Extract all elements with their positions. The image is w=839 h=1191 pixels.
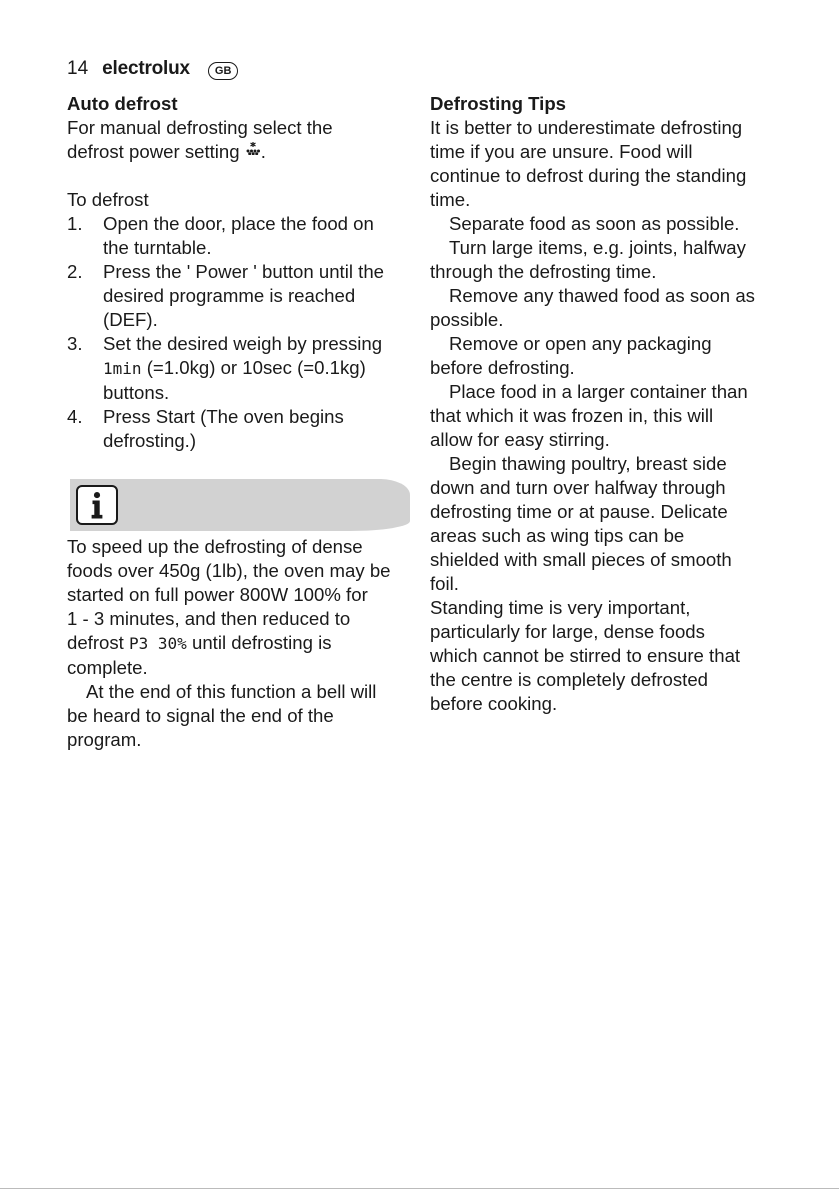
- tip-paragraph-line: down and turn over halfway through: [430, 477, 726, 498]
- step-number: 4.: [67, 406, 83, 427]
- tip-defrost-suffix: until defrosting is: [186, 632, 332, 653]
- country-badge: GB: [208, 62, 239, 80]
- right-column: [430, 92, 775, 716]
- tip-paragraph: [430, 380, 775, 452]
- intro-line-2: [67, 140, 412, 164]
- tip-paragraph: [430, 332, 775, 380]
- step-line: Press Start (The oven begins: [103, 406, 344, 427]
- bell-line: be heard to signal the end of the: [67, 705, 334, 726]
- tip-defrost-prefix: defrost: [67, 632, 130, 653]
- tip-paragraph-line: areas such as wing tips can be: [430, 525, 685, 546]
- tip-paragraph-line: Standing time is very important,: [430, 597, 691, 618]
- to-defrost-label: To defrost: [67, 189, 149, 210]
- tip-paragraph: [430, 212, 775, 236]
- tip-line: complete.: [67, 657, 148, 678]
- tip-paragraph-line: particularly for large, dense foods: [430, 621, 705, 642]
- tips-paragraphs: [430, 116, 775, 716]
- tip-paragraph-line: through the defrosting time.: [430, 261, 657, 282]
- tip-paragraph-line: Separate food as soon as possible.: [449, 213, 740, 234]
- tip-paragraph-line: which cannot be stirred to ensure that: [430, 645, 741, 666]
- tip-paragraph-line: shielded with small pieces of smooth: [430, 549, 732, 570]
- tip-paragraph-line: before cooking.: [430, 693, 558, 714]
- auto-defrost-heading: Auto defrost: [67, 93, 178, 114]
- tip-paragraph: [430, 284, 775, 332]
- step-number: 1.: [67, 213, 83, 234]
- page-number: 14: [67, 58, 89, 79]
- tip-paragraph-line: before defrosting.: [430, 357, 575, 378]
- min-button-label: 1min: [103, 359, 142, 378]
- step-line: buttons.: [103, 382, 170, 403]
- tip-paragraph-line: that which it was frozen in, this will: [430, 405, 714, 426]
- tip-paragraph: [430, 236, 775, 284]
- step-text: [103, 332, 412, 405]
- left-column: [67, 92, 412, 752]
- tip-paragraph-line: Remove any thawed food as soon as: [449, 285, 755, 306]
- tip-paragraph-line: possible.: [430, 309, 504, 330]
- tip-paragraph-line: Begin thawing poultry, breast side: [449, 453, 727, 474]
- step-text: [103, 212, 412, 260]
- display-code: P3 30%: [129, 634, 187, 653]
- step-line: Press the ' Power ' button until the: [103, 261, 384, 282]
- step-line: the turntable.: [103, 237, 212, 258]
- step-line-rest: (=1.0kg) or 10sec (=0.1kg): [141, 357, 366, 378]
- step-line: desired programme is reached: [103, 285, 356, 306]
- step-text: [103, 260, 412, 332]
- step-3: [67, 332, 412, 405]
- tip-paragraph-line: Place food in a larger container than: [449, 381, 748, 402]
- bell-line: program.: [67, 729, 142, 750]
- tip-line: started on full power 800W 100% for: [67, 584, 368, 605]
- tip-line: 1 - 3 minutes, and then reduced to: [67, 608, 351, 629]
- tip-paragraph-line: allow for easy stirring.: [430, 429, 610, 450]
- page-bottom-rule: [0, 1188, 839, 1189]
- step-line: (DEF).: [103, 309, 158, 330]
- bell-line: At the end of this function a bell will: [86, 681, 377, 702]
- tip-paragraph-line: the centre is completely defrosted: [430, 669, 709, 690]
- intro-line-1: For manual defrosting select the: [67, 117, 333, 138]
- step-2: [67, 260, 412, 332]
- step-line: [103, 356, 412, 381]
- tip-paragraph-line: time if you are unsure. Food will: [430, 141, 693, 162]
- defrost-steps-list: [67, 212, 412, 453]
- info-icon: [76, 485, 118, 525]
- tip-paragraph-line: Turn large items, e.g. joints, halfway: [449, 237, 746, 258]
- tip-paragraph-line: It is better to underestimate defrosting: [430, 117, 743, 138]
- intro-suffix: .: [260, 141, 266, 162]
- tip-paragraph-line: time.: [430, 189, 471, 210]
- intro-line-2-text: defrost power setting: [67, 141, 240, 162]
- tip-paragraph: [430, 116, 775, 212]
- tip-paragraph-line: foil.: [430, 573, 459, 594]
- page-header: [67, 56, 238, 82]
- tip-paragraph-line: Remove or open any packaging: [449, 333, 712, 354]
- step-4: [67, 405, 412, 453]
- step-line: Open the door, place the food on: [103, 213, 374, 234]
- step-number: 2.: [67, 261, 83, 282]
- tip-paragraph: [430, 596, 775, 716]
- tip-paragraph: [430, 452, 775, 596]
- step-1: [67, 212, 412, 260]
- snowflake-defrost-icon: [245, 141, 261, 155]
- step-line: Set the desired weigh by pressing: [103, 333, 383, 354]
- defrosting-tips-heading: Defrosting Tips: [430, 93, 567, 114]
- tip-line: [67, 631, 412, 656]
- step-number: 3.: [67, 333, 83, 354]
- tip-line: To speed up the defrosting of dense: [67, 536, 363, 557]
- tip-line: foods over 450g (1lb), the oven may be: [67, 560, 391, 581]
- brand-logo: electrolux: [102, 58, 190, 79]
- info-note-box: [70, 479, 410, 531]
- tip-paragraph-line: defrosting time or at pause. Delicate: [430, 501, 728, 522]
- tip-paragraph-line: continue to defrost during the standing: [430, 165, 747, 186]
- step-text: [103, 405, 412, 453]
- step-line: defrosting.): [103, 430, 197, 451]
